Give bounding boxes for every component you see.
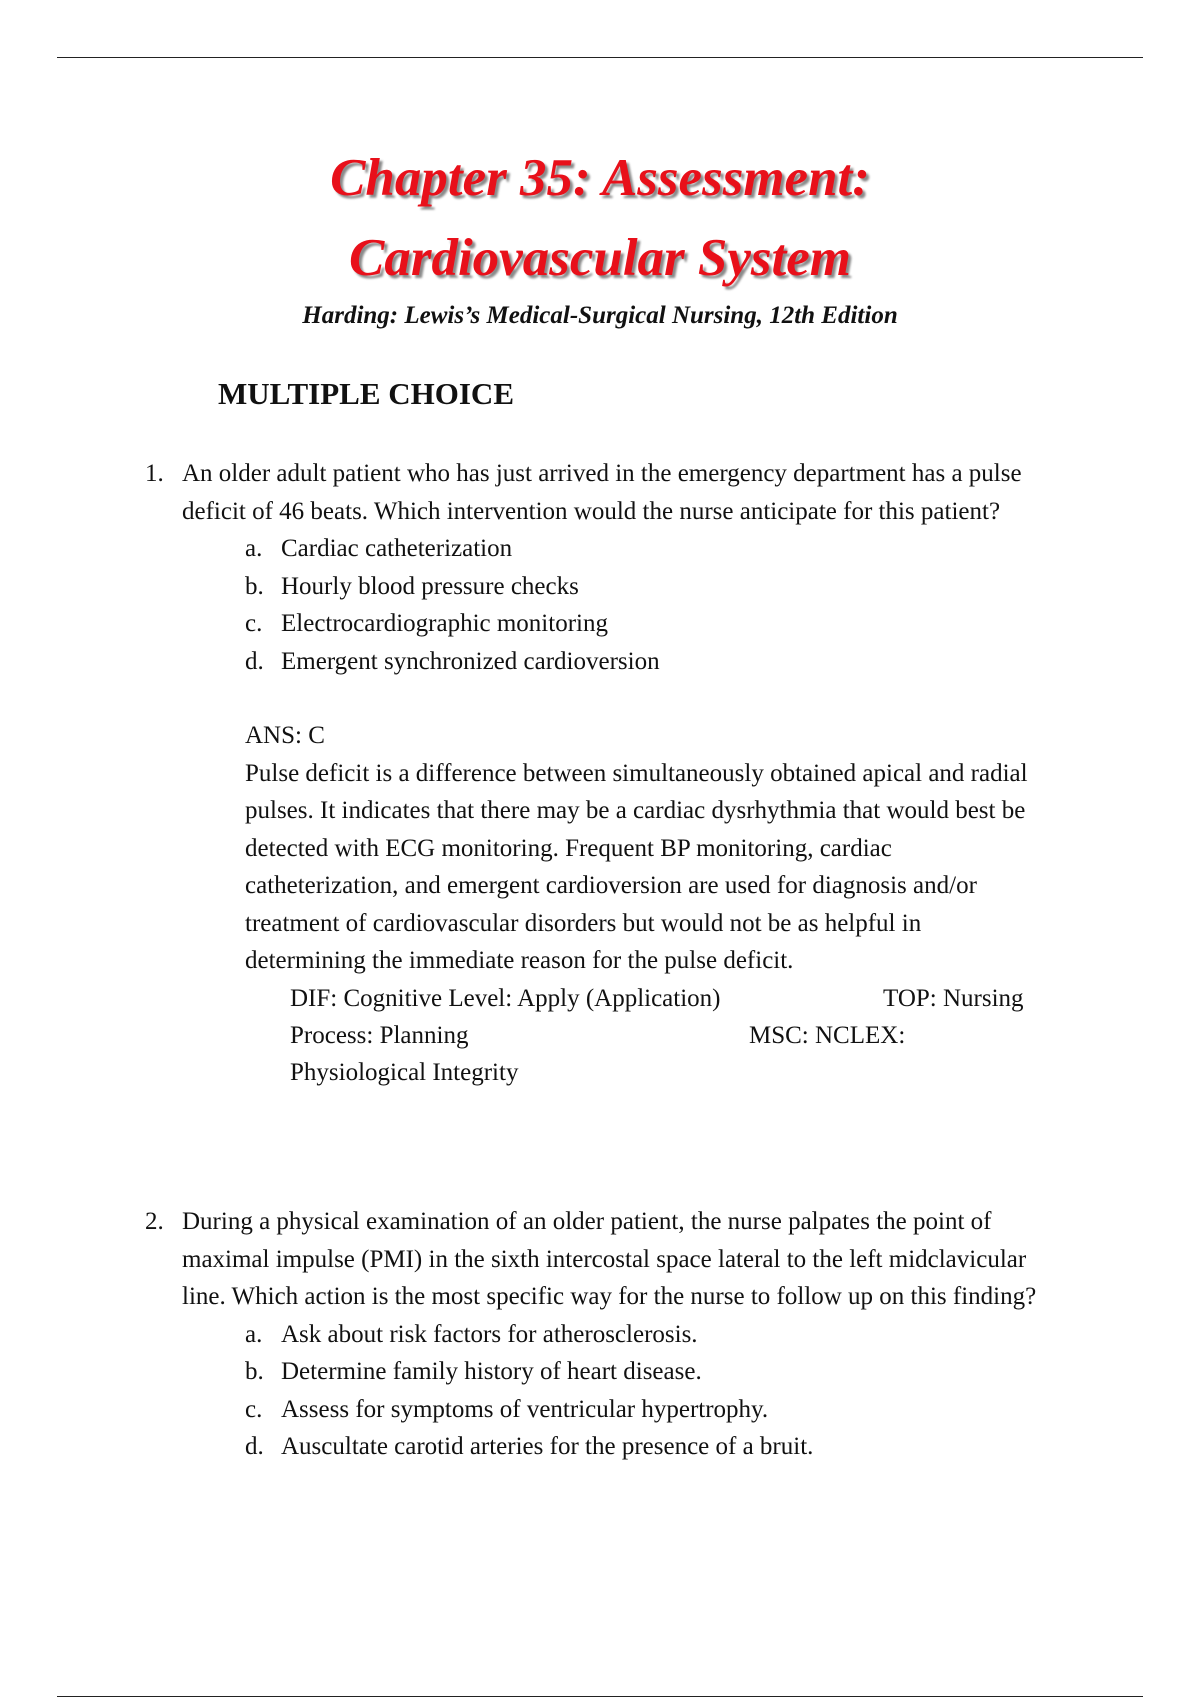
- meta-topic: TOP: Nursing: [883, 984, 1024, 1012]
- option-text: Hourly blood pressure checks: [281, 572, 579, 600]
- option-list: [245, 530, 1065, 680]
- chapter-title-line1: Chapter 35: Assessment:: [330, 149, 870, 207]
- meta-msc-cont: Physiological Integrity: [290, 1058, 519, 1086]
- question-number: 2.: [145, 1208, 164, 1235]
- option-text: Ask about risk factors for atherosclerosis.: [281, 1320, 698, 1348]
- option-text: Electrocardiographic monitoring: [281, 610, 608, 637]
- meta-msc: MSC: NCLEX:: [749, 1021, 906, 1049]
- meta-difficulty: DIF: Cognitive Level: Apply (Application): [290, 984, 721, 1012]
- answer-rationale: Pulse deficit is a difference between simultaneously obtained apical and radial pulses. It indicates that there may be a cardiac dysrhythmia that would best be detected with ECG monitoring. Frequent BP monitoring, cardiac catheterization, and emergent cardioversion are used for diagnosis and/or treatment of cardiovascular disorders but would not be as helpful in determining the immediate reason for the pulse deficit.: [245, 759, 1028, 974]
- section-heading: MULTIPLE CHOICE: [218, 376, 514, 411]
- option-text: Assess for symptoms of ventricular hypertrophy.: [281, 1395, 769, 1423]
- option-d: [245, 1428, 1065, 1466]
- bottom-rule: [57, 1696, 1143, 1697]
- option-letter: b.: [245, 572, 264, 600]
- answer-block: [245, 717, 1045, 980]
- option-text: Determine family history of heart disease.: [281, 1358, 702, 1385]
- option-b: [245, 1353, 1065, 1391]
- answer-key: ANS: C: [245, 722, 325, 749]
- option-letter: a.: [245, 1320, 263, 1348]
- meta-topic-cont: Process: Planning: [290, 1021, 469, 1049]
- question-metadata: [290, 980, 1070, 1092]
- option-c: [245, 1391, 1065, 1429]
- chapter-title-line2: Cardiovascular System: [348, 229, 852, 287]
- option-letter: d.: [245, 647, 264, 675]
- top-rule: [57, 57, 1143, 58]
- question-stem: An older adult patient who has just arrived in the emergency department has a pulse deficit of 46 beats. Which intervention would the nurse anticipate for this patient?: [182, 460, 1022, 525]
- option-a: [245, 530, 1065, 568]
- option-letter: c.: [245, 1395, 263, 1423]
- option-text: Auscultate carotid arteries for the presence of a bruit.: [281, 1433, 814, 1460]
- option-text: Cardiac catheterization: [281, 535, 513, 562]
- option-list: [245, 1316, 1065, 1466]
- option-c: [245, 605, 1065, 643]
- option-letter: b.: [245, 1358, 264, 1385]
- option-d: [245, 643, 1065, 681]
- option-letter: d.: [245, 1433, 264, 1460]
- question-stem: During a physical examination of an older patient, the nurse palpates the point of maximal impulse (PMI) in the sixth intercostal space lateral to the left midclavicular line. Which action is the most specific way for the nurse to follow up on this finding?: [182, 1208, 1037, 1310]
- book-subtitle: Harding: Lewis’s Medical-Surgical Nursing, 12th Edition: [302, 302, 898, 329]
- question-number: 1.: [145, 460, 164, 487]
- option-letter: c.: [245, 610, 263, 637]
- option-a: [245, 1316, 1065, 1354]
- option-b: [245, 568, 1065, 606]
- question-1: [145, 455, 1065, 1092]
- question-2: [145, 1203, 1065, 1466]
- option-text: Emergent synchronized cardioversion: [281, 647, 660, 675]
- option-letter: a.: [245, 535, 263, 562]
